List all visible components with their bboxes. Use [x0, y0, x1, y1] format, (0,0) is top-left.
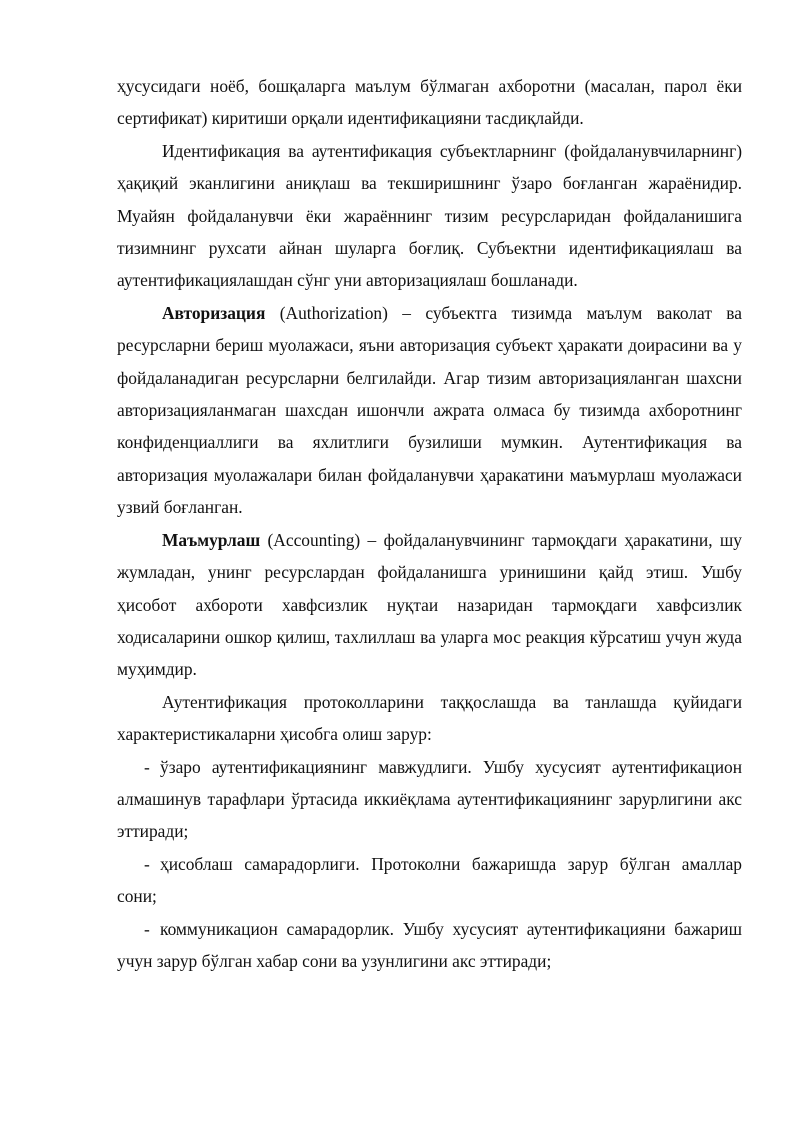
- paragraph-accounting: [117, 524, 742, 686]
- term-authorization: Авторизация: [162, 302, 266, 323]
- list-dash: -: [144, 853, 150, 874]
- list-dash: -: [144, 918, 150, 939]
- term-accounting: Маъмурлаш: [162, 529, 261, 550]
- accounting-definition: (Accounting) – фойдаланувчининг тармоқдаги ҳаракатини, шу жумладан, унинг ресурслардан фойдаланишга уринишини қайд этиш. Ушбу ҳисобот ахбороти хавфсизлик нуқтаи назаридан тармоқдаги хавфсизлик ходисаларини ошкор қилиш, тахлиллаш ва уларга мос реакция кўрсатиш учун жуда муҳимдир.: [117, 529, 742, 680]
- list-item: [117, 848, 742, 913]
- paragraph-authorization: [117, 297, 742, 524]
- paragraph-continuation: ҳусусидаги ноёб, бошқаларга маълум бўлмаган ахборотни (масалан, парол ёки сертификат) киритиши орқали идентификацияни тасдиқлайди.: [117, 76, 742, 129]
- document-page: [117, 70, 742, 977]
- list-item: [117, 751, 742, 848]
- list-item-text: ҳисоблаш самарадорлиги. Протоколни бажаришда зарур бўлган амаллар сони;: [117, 853, 742, 907]
- paragraph-identification: Идентификация ва аутентификация субъектларнинг (фойдаланувчиларнинг) ҳақиқий эканлигини аниқлаш ва текширишнинг ўзаро боғланган жараёнидир. Муайян фойдаланувчи ёки жараённинг тизим ресурсларидан фойдаланишига тизимнинг рухсати айнан шуларга боғлиқ. Субъектни идентификациялаш ва аутентификациялашдан сўнг уни авторизациялаш бошланади.: [117, 140, 742, 291]
- paragraph-protocol-comparison: Аутентификация протоколларини таққослашда ва танлашда қуйидаги характеристикаларни ҳисобга олиш зарур:: [117, 691, 742, 745]
- list-item: [117, 913, 742, 978]
- list-item-text: ўзаро аутентификациянинг мавжудлиги. Ушбу хусусият аутентификацион алмашинув тарафлари ўртасида иккиёқлама аутентификациянинг зарурлигини акс эттиради;: [117, 756, 742, 842]
- list-dash: -: [144, 756, 150, 777]
- list-item-text: коммуникацион самарадорлик. Ушбу хусусият аутентификацияни бажариш учун зарур бўлган хабар сони ва узунлигини акс эттиради;: [117, 918, 742, 971]
- authorization-definition: (Authorization) – субъектга тизимда маълум ваколат ва ресурсларни бериш муолажаси, яъни авторизация субъект ҳаракати доирасини ва у фойдаланадиган ресурсларни белгилайди. Агар тизим авторизацияланган шахсни авторизацияланмаган шахсдан ишончли ажрата олмаса бу тизимда ахборотнинг конфиденциаллиги ва яхлитлиги бузилиши мумкин. Аутентификация ва авторизация муолажалари билан фойдаланувчи ҳаракатини маъмурлаш муолажаси узвий боғланган.: [117, 302, 742, 518]
